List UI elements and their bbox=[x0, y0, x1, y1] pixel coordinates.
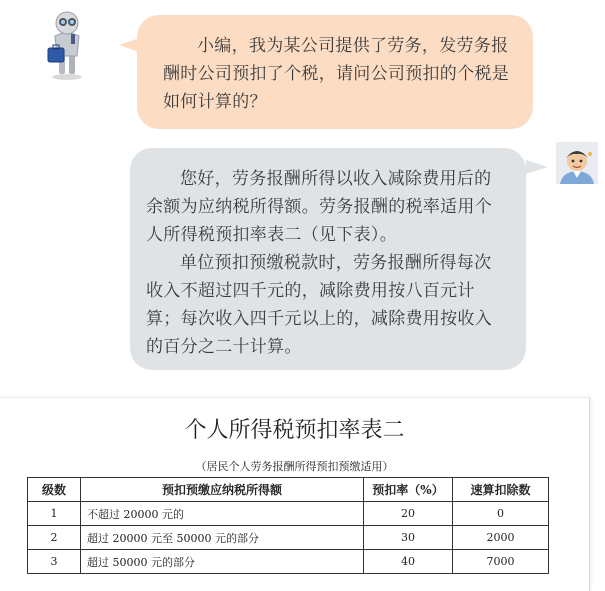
table-row bbox=[28, 526, 549, 550]
cell-quick-deduction: 2000 bbox=[453, 526, 549, 550]
answer-paragraph-2: 单位预扣预缴税款时，劳务报酬所得每次收入不超过四千元的，减除费用按八百元计算；每次收入四千元以上的，减除费用按收入的百分之二十计算。 bbox=[146, 253, 492, 357]
cell-quick-deduction: 7000 bbox=[453, 550, 549, 574]
cell-quick-deduction: 0 bbox=[453, 502, 549, 526]
cell-level: 2 bbox=[28, 526, 81, 550]
question-text: 小编，我为某公司提供了劳务，发劳务报酬时公司预扣了个税，请问公司预扣的个税是如何计算的？ bbox=[163, 36, 509, 112]
officer-avatar-icon bbox=[556, 142, 598, 184]
answer-paragraph-1: 您好，劳务报酬所得以收入减除费用后的余额为应纳税所得额。劳务报酬的税率适用个人所得税预扣率表二（见下表）。 bbox=[146, 169, 492, 245]
header-rate: 预扣率（%） bbox=[364, 478, 453, 502]
header-taxable-income: 预扣预缴应纳税所得额 bbox=[81, 478, 364, 502]
cell-taxable-income: 不超过 20000 元的 bbox=[81, 502, 364, 526]
cell-taxable-income: 超过 50000 元的部分 bbox=[81, 550, 364, 574]
table-header-row bbox=[28, 478, 549, 502]
question-bubble-tail bbox=[119, 38, 139, 52]
header-level: 级数 bbox=[28, 478, 81, 502]
question-bubble bbox=[137, 15, 533, 129]
cell-level: 3 bbox=[28, 550, 81, 574]
cell-rate: 30 bbox=[364, 526, 453, 550]
table-row bbox=[28, 550, 549, 574]
cell-taxable-income: 超过 20000 元至 50000 元的部分 bbox=[81, 526, 364, 550]
answer-bubble-tail bbox=[526, 160, 548, 174]
rate-table-title: 个人所得税预扣率表二 bbox=[184, 418, 405, 443]
answer-bubble bbox=[130, 148, 526, 370]
robot-reporter-avatar-icon bbox=[45, 10, 89, 80]
table-row bbox=[28, 502, 549, 526]
header-quick-deduction: 速算扣除数 bbox=[453, 478, 549, 502]
rate-table-subtitle: （居民个人劳务报酬所得预扣预缴适用） bbox=[195, 460, 394, 473]
cell-rate: 20 bbox=[364, 502, 453, 526]
cell-rate: 40 bbox=[364, 550, 453, 574]
cell-level: 1 bbox=[28, 502, 81, 526]
rate-table bbox=[27, 477, 549, 574]
